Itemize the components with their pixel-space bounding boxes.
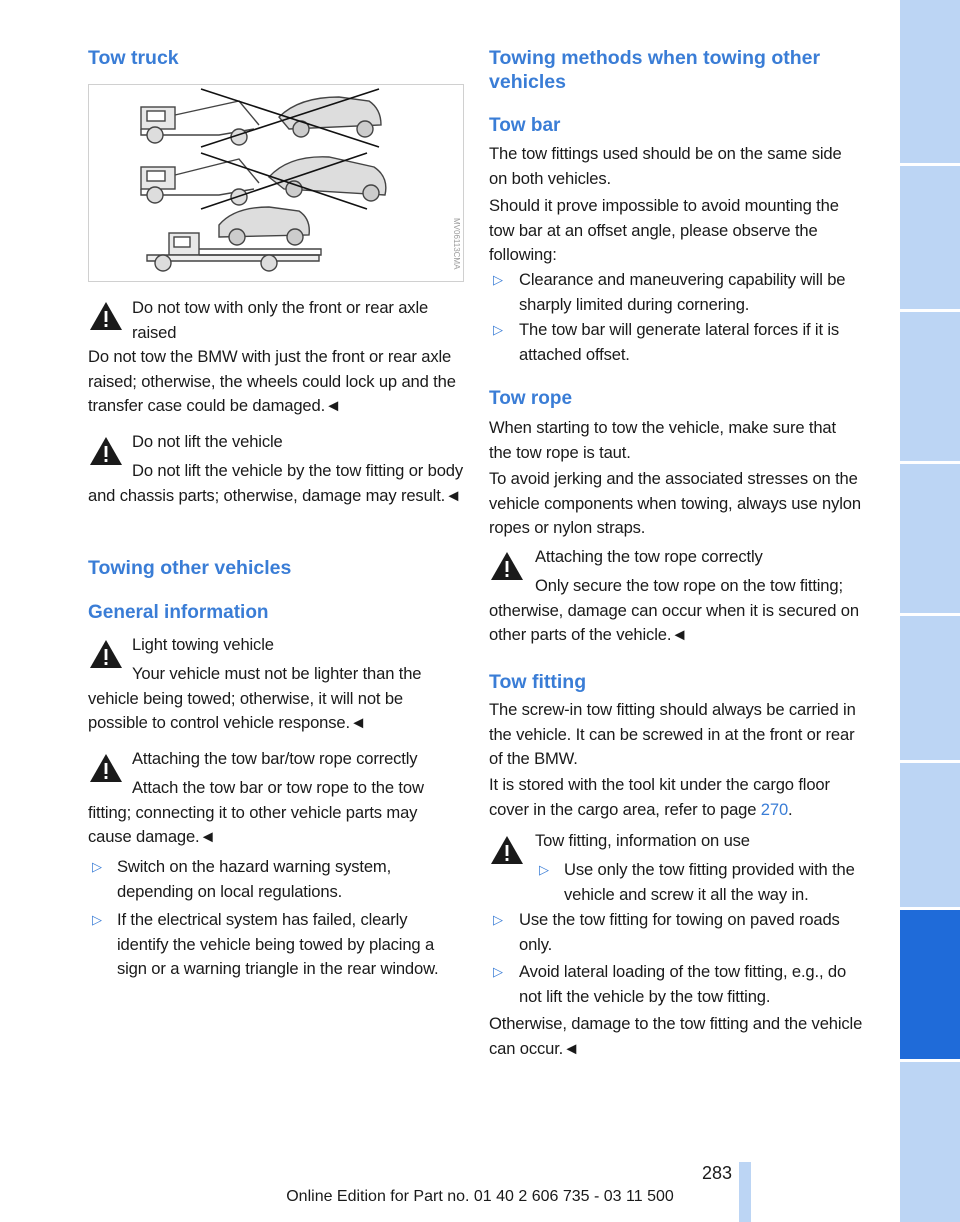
warning-4-title: Attaching the tow bar/tow rope correctly [132, 749, 418, 768]
tab-label: Controls [878, 229, 897, 299]
warning-1-body: Do not tow the BMW with just the front or rear axle raised; otherwise, the wheels could lock up and the transfer case could be damaged.◄ [88, 347, 456, 415]
tab-label: Navigation [878, 516, 897, 603]
page-number: 283 [702, 1163, 733, 1183]
tow-rope-paragraph-2: To avoid jerking and the associated stresses on the vehicle components when towing, always use nylon ropes or nylon straps. [489, 469, 861, 537]
warning-2-title: Do not lift the vehicle [132, 432, 283, 451]
tow-fitting-paragraph-1: The screw-in tow fitting should always be carried in the vehicle. It can be screwed in at the front or rear of the BMW. [489, 700, 856, 768]
warning-3-body: Your vehicle must not be lighter than the vehicle being towed; otherwise, it will not be possible to control vehicle response.◄ [88, 664, 422, 732]
tab-at-a-glance[interactable] [878, 0, 960, 163]
page-reference-link[interactable]: 270 [760, 799, 789, 819]
list-item: The tow bar will generate lateral forces if it is attached offset. [519, 320, 840, 364]
warning-icon [88, 300, 124, 332]
closing-paragraph: Otherwise, damage to the tow fitting and the vehicle can occur.◄ [489, 1014, 863, 1058]
tow-rope-paragraph-1: When starting to tow the vehicle, make sure that the tow rope is taut. [489, 418, 836, 462]
bullet-icon: ▷ [92, 912, 102, 927]
tab-entertainment[interactable] [878, 616, 960, 760]
footer: Online Edition for Part no. 01 40 2 606 735 - 03 11 500 [286, 1188, 674, 1205]
bullet-icon: ▷ [493, 322, 503, 337]
tab-mobility[interactable] [878, 910, 960, 1059]
figure-code: MV06113CMA [452, 218, 461, 270]
warning-5-title: Attaching the tow rope correctly [535, 547, 763, 566]
tow-fitting-heading: Tow fitting [489, 671, 587, 693]
list-item: If the electrical system has failed, clearly identify the vehicle being towed by placing a sign or a warning triangle in the rear window. [117, 910, 439, 978]
tab-label: Entertainment [878, 635, 897, 750]
tab-label: Communication [878, 768, 897, 897]
bullet-icon: ▷ [92, 859, 102, 874]
paragraph-end: . [788, 799, 793, 819]
general-info-heading: General information [88, 602, 269, 623]
tow-truck-heading: Tow truck [88, 47, 179, 69]
tow-truck-drawing [89, 85, 463, 281]
bullet-icon: ▷ [539, 862, 549, 877]
list-item: Switch on the hazard warning system, depending on local regulations. [117, 857, 392, 901]
warning-icon [489, 834, 525, 866]
warning-3-title: Light towing vehicle [132, 635, 274, 654]
tab-label: Driving tips [878, 357, 897, 451]
warning-2-body: Do not lift the vehicle by the tow fitting or body and chassis parts; otherwise, damage may result.◄ [88, 461, 464, 505]
tab-communication[interactable] [878, 763, 960, 907]
warning-6-title: Tow fitting, information on use [535, 831, 750, 850]
tow-bar-paragraph-1: The tow fittings used should be on the same side on both vehicles. [489, 144, 842, 188]
bullet-icon: ▷ [493, 964, 503, 979]
list-item: Use only the tow fitting provided with the vehicle and screw it all the way in. [564, 860, 855, 904]
bullet-icon: ▷ [493, 912, 503, 927]
tow-bar-heading: Tow bar [489, 115, 561, 136]
list-item: Clearance and maneuvering capability will be sharply limited during cornering. [519, 270, 846, 314]
warning-5-body: Only secure the tow rope on the tow fitting; otherwise, damage can occur when it is secured on other parts of the vehicle.◄ [489, 576, 859, 644]
tab-label: At a glance [878, 62, 897, 153]
bullet-icon: ▷ [493, 272, 503, 287]
list-item: Avoid lateral loading of the tow fitting, e.g., do not lift the vehicle by the tow fitting. [519, 962, 847, 1006]
tab-controls[interactable] [878, 166, 960, 309]
tab-navigation[interactable] [878, 464, 960, 613]
tow-truck-illustration [88, 84, 464, 282]
tow-fitting-paragraph-2 [489, 773, 863, 822]
tab-driving-tips[interactable] [878, 312, 960, 461]
paragraph-text: It is stored with the tool kit under the cargo floor cover in the cargo area, refer to page [489, 775, 830, 819]
tow-bar-paragraph-2: Should it prove impossible to avoid mounting the tow bar at an offset angle, please observe the following: [489, 196, 839, 264]
warning-1-title: Do not tow with only the front or rear axle raised [132, 298, 429, 342]
tab-label: Mobility [878, 984, 897, 1049]
towing-other-heading: Towing other vehicles [88, 557, 292, 579]
tab-label: Reference [878, 1129, 897, 1212]
warning-4-body: Attach the tow bar or tow rope to the tow fitting; connecting it to other vehicle parts may cause damage.◄ [88, 778, 424, 846]
list-item: Use the tow fitting for towing on paved roads only. [519, 910, 840, 954]
towing-methods-heading: Towing methods when towing other vehicles [489, 47, 821, 93]
tow-rope-heading: Tow rope [489, 388, 573, 409]
